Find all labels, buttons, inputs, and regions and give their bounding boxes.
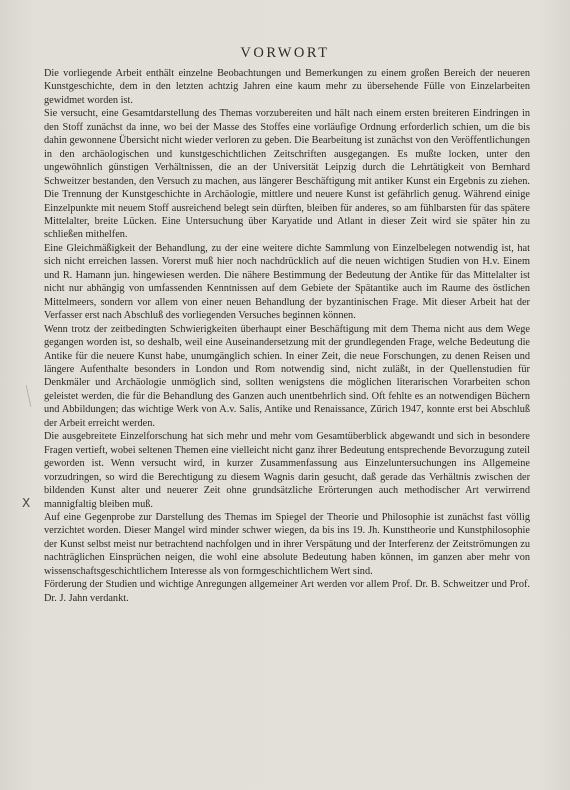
paragraph-research: Die ausgebreitete Einzelforschung hat sich mehr und mehr vom Gesamtüberblick abgewandt und sich in besondere Fragen vertieft, wobei seltenen Themen eine vielleicht nicht ganz ihrer Bedeutung entsprechende Bevorzugung zuteil geworden ist. Wenn versucht wird, in kurzer Zusammenfassung aus Einzeluntersuchungen ins Allgemeine vorzudringen, so wird die Berechtigung zu diesem Wagnis darin gesucht, daß gerade das Verhältnis zwischen der bildenden Kunst alter und neuerer Zeit ohne grundsätzliche Erörterungen auch methodischer Art verwirrend mannigfaltig bleiben muß. — [44, 431, 530, 510]
paragraph-approach: Sie versucht, eine Gesamtdarstellung des Themas vorzubereiten und hält nach einem ersten breiteren Eindringen in den Stoff zunächst da inne, wo bei der Masse des Stoffes eine vorläufige Ordnung erforderlich schien, um die bis dahin gewonnene Übersicht nicht wieder verloren zu geben. Die Bearbeitung ist zunächst von den Veröffentlichungen in den archäologischen und kunstgeschichtlichen Zeitschriften ausgegangen. Es mußte locken, unter den ungewöhnlich günstigen Verhältnissen, die an der Universität Leipzig durch die Lehrtätigkeit von Bernhard Schweitzer bestanden, den Versuch zu machen, aus längerer Beschäftigung mit antiker Kunst ein Ergebnis zu ziehen. Die Trennung der Kunstgeschichte in Archäologie, mittlere und neuere Kunst ist gefährlich genug. Während einige Einzelpunkte mit neuem Stoff ausreichend belegt sein dürften, bleiben für anderes, so am fühlbarsten für das spätere Mittelalter, breite Lücken. Eine Untersuchung über Karyatide und Atlant in dieser Zeit wird sie später hin zu schließen mithelfen. — [44, 108, 530, 241]
paragraph-theory: Auf eine Gegenprobe zur Darstellung des Themas im Spiegel der Theorie und Philosophie ist zunächst fast völlig verzichtet worden. Dieser Mangel wird minder schwer wiegen, da bis ins 19. Jh. Kunsttheorie und Kunstphilosophie der Kunst selbst meist nur betrachtend nachfolgen und in ihrer Verspätung und der Interferenz der Zeitströmungen zu nachträglichen Einsprüchen neigen, die wohl eine absolute Bedeutung haben können, im ganzen aber mehr von wissenschaftsgeschichtlichem Interesse als von formgeschichtlichem Wert sind. — [44, 511, 530, 577]
body-text — [44, 67, 530, 605]
pencil-mark — [26, 385, 32, 407]
paragraph-difficulties: Wenn trotz der zeitbedingten Schwierigkeiten überhaupt einer Beschäftigung mit dem Thema nicht aus dem Wege gegangen worden ist, so deshalb, weil eine Auseinandersetzung mit der grundlegenden Frage, welche Bedeutung die Antike für die neuere Kunst habe, unumgänglich schien. In einer Zeit, die neue Forschungen, zu denen Reisen und längere Aufenthalte besonders in London und Rom notwendig sind, nicht zuläßt, in der Quellenstudien für Denkmäler und Archäologie unmöglich sind, sollten wenigstens die möglichen literarischen Vorarbeiten schon geleistet werden, die für die Behandlung des Ganzen auch unentbehrlich sind. Oft fehlte es an notwendigen Büchern und Abbildungen; das wichtige Werk von A.v. Salis, Antike und Renaissance, Zürich 1947, konnte erst bei Abschluß der Arbeit erreicht werden. — [44, 323, 530, 429]
paragraph-uniformity: Eine Gleichmäßigkeit der Behandlung, zu der eine weitere dichte Sammlung von Einzelbelegen notwendig ist, hat sich nicht erreichen lassen. Vorerst muß hier noch nachdrücklich auf die neuen wichtigen Studien von H.v. Einem und R. Hamann jun. hingewiesen werden. Die nähere Bestimmung der Bedeutung der Antike für das Mittelalter ist nicht nur abhängig von umfassenden Kenntnissen auf dem Gebiete der Spätantike auch im Raume des östlichen Mittelmeers, sondern vor allem von einer neuen Behandlung der byzantinischen Frage. Mit dieser Arbeit hat der Verfasser erst nach Abschluß des vorliegenden Versuches beginnen können. — [44, 242, 530, 322]
paragraph-intro: Die vorliegende Arbeit enthält einzelne Beobachtungen und Bemerkungen zu einem großen Bereich der neueren Kunstgeschichte, dem in den letzten achtzig Jahren eine kaum mehr zu übersehende Fülle von Einzelarbeiten gewidmet worden ist. — [44, 68, 530, 106]
page-title: VORWORT — [240, 45, 330, 61]
paragraph-acknowledgements: Förderung der Studien und wichtige Anregungen allgemeiner Art werden vor allem Prof. Dr. B. Schweitzer und Prof. Dr. J. Jahn verdankt. — [44, 579, 530, 604]
margin-annotation: X — [22, 496, 31, 510]
